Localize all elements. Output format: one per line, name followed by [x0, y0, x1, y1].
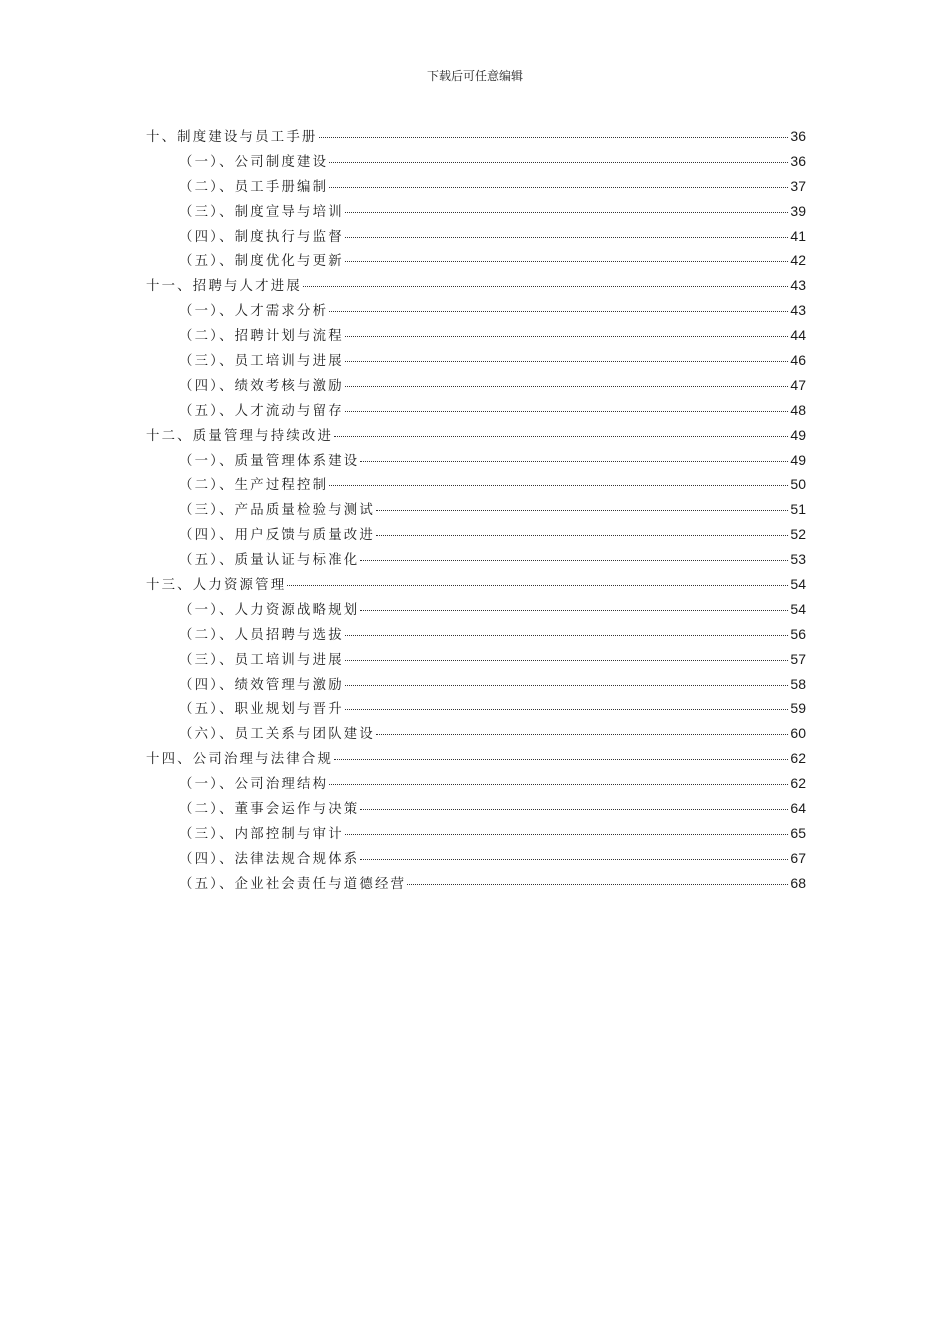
- toc-entry-label: （一）、公司制度建设: [179, 154, 329, 170]
- toc-entry-label: （三）、内部控制与审计: [179, 826, 344, 842]
- toc-section-entry[interactable]: [146, 624, 806, 649]
- toc-page-number: 57: [790, 650, 806, 667]
- toc-entry-label: （三）、员工培训与进展: [179, 354, 344, 370]
- toc-page-number: 65: [790, 824, 806, 841]
- toc-section-entry[interactable]: [146, 848, 806, 873]
- toc-entry-label: （一）、人力资源战略规划: [179, 602, 360, 618]
- toc-page-number: 58: [790, 675, 806, 692]
- toc-section-entry[interactable]: [146, 400, 806, 425]
- toc-entry-label: （三）、员工培训与进展: [179, 652, 344, 668]
- toc-page-number: 53: [790, 551, 806, 568]
- toc-section-entry[interactable]: [146, 350, 806, 375]
- toc-page-number: 60: [790, 725, 806, 742]
- toc-entry-label: 十二、质量管理与持续改进: [146, 428, 334, 444]
- toc-entry-label: （五）、企业社会责任与道德经营: [179, 876, 407, 892]
- toc-page-number: 41: [790, 227, 806, 244]
- toc-section-entry[interactable]: [146, 674, 806, 699]
- toc-dot-leader: [334, 436, 788, 437]
- toc-dot-leader: [345, 411, 789, 412]
- toc-entry-label: 十一、招聘与人才进展: [146, 279, 302, 295]
- toc-section-entry[interactable]: [146, 250, 806, 275]
- toc-chapter-entry[interactable]: [146, 126, 806, 151]
- toc-section-entry[interactable]: [146, 549, 806, 574]
- toc-section-entry[interactable]: [146, 450, 806, 475]
- toc-section-entry[interactable]: [146, 226, 806, 251]
- toc-dot-leader: [360, 461, 788, 462]
- toc-dot-leader: [407, 884, 788, 885]
- toc-entry-label: （三）、制度宣导与培训: [179, 204, 344, 220]
- toc-page-number: 51: [790, 501, 806, 518]
- toc-dot-leader: [376, 535, 788, 536]
- toc-page-number: 42: [790, 252, 806, 269]
- toc-section-entry[interactable]: [146, 873, 806, 898]
- toc-section-entry[interactable]: [146, 325, 806, 350]
- toc-page-number: 36: [790, 152, 806, 169]
- toc-section-entry[interactable]: [146, 773, 806, 798]
- toc-entry-label: （二）、招聘计划与流程: [179, 329, 344, 345]
- toc-dot-leader: [360, 859, 788, 860]
- toc-section-entry[interactable]: [146, 823, 806, 848]
- toc-dot-leader: [345, 685, 789, 686]
- toc-dot-leader: [360, 610, 788, 611]
- toc-chapter-entry[interactable]: [146, 425, 806, 450]
- toc-dot-leader: [334, 759, 788, 760]
- toc-dot-leader: [329, 311, 788, 312]
- toc-chapter-entry[interactable]: [146, 748, 806, 773]
- toc-entry-label: （五）、职业规划与晋升: [179, 702, 344, 718]
- toc-entry-label: （五）、人才流动与留存: [179, 403, 344, 419]
- toc-page-number: 44: [790, 327, 806, 344]
- toc-dot-leader: [345, 635, 789, 636]
- toc-section-entry[interactable]: [146, 798, 806, 823]
- toc-dot-leader: [319, 137, 789, 138]
- toc-dot-leader: [345, 336, 789, 337]
- toc-dot-leader: [345, 212, 789, 213]
- toc-page-number: 68: [790, 874, 806, 891]
- toc-dot-leader: [345, 386, 789, 387]
- toc-section-entry[interactable]: [146, 176, 806, 201]
- toc-section-entry[interactable]: [146, 300, 806, 325]
- toc-entry-label: （四）、法律法规合规体系: [179, 851, 360, 867]
- toc-entry-label: （二）、员工手册编制: [179, 179, 329, 195]
- toc-section-entry[interactable]: [146, 474, 806, 499]
- toc-page-number: 49: [790, 426, 806, 443]
- toc-page-number: 37: [790, 177, 806, 194]
- toc-page-number: 59: [790, 700, 806, 717]
- toc-dot-leader: [345, 361, 789, 362]
- table-of-contents: [146, 126, 806, 898]
- toc-page-number: 48: [790, 401, 806, 418]
- toc-dot-leader: [329, 162, 788, 163]
- toc-entry-label: （四）、绩效考核与激励: [179, 378, 344, 394]
- toc-dot-leader: [376, 734, 788, 735]
- toc-dot-leader: [287, 585, 788, 586]
- toc-section-entry[interactable]: [146, 375, 806, 400]
- toc-entry-label: （一）、人才需求分析: [179, 304, 329, 320]
- toc-page-number: 52: [790, 526, 806, 543]
- toc-dot-leader: [360, 560, 788, 561]
- toc-dot-leader: [345, 660, 789, 661]
- toc-entry-label: （一）、公司治理结构: [179, 777, 329, 793]
- toc-page-number: 62: [790, 750, 806, 767]
- toc-dot-leader: [303, 286, 789, 287]
- toc-page-number: 39: [790, 202, 806, 219]
- toc-dot-leader: [345, 709, 789, 710]
- toc-entry-label: （六）、员工关系与团队建设: [179, 727, 375, 743]
- toc-page-number: 54: [790, 600, 806, 617]
- toc-entry-label: 十三、人力资源管理: [146, 578, 287, 594]
- toc-section-entry[interactable]: [146, 698, 806, 723]
- toc-page-number: 47: [790, 376, 806, 393]
- toc-page-number: 56: [790, 625, 806, 642]
- toc-page-number: 62: [790, 775, 806, 792]
- toc-entry-label: 十、制度建设与员工手册: [146, 130, 318, 145]
- toc-page-number: 54: [790, 576, 806, 593]
- toc-page-number: 43: [790, 302, 806, 319]
- toc-entry-label: （四）、制度执行与监督: [179, 229, 344, 245]
- toc-page-number: 67: [790, 849, 806, 866]
- toc-entry-label: （二）、董事会运作与决策: [179, 802, 360, 818]
- toc-dot-leader: [360, 809, 788, 810]
- toc-chapter-entry[interactable]: [146, 574, 806, 599]
- toc-section-entry[interactable]: [146, 599, 806, 624]
- toc-section-entry[interactable]: [146, 649, 806, 674]
- toc-entry-label: （一）、质量管理体系建设: [179, 453, 360, 469]
- toc-entry-label: （四）、绩效管理与激励: [179, 677, 344, 693]
- toc-entry-label: （五）、质量认证与标准化: [179, 553, 360, 569]
- toc-section-entry[interactable]: [146, 201, 806, 226]
- toc-chapter-entry[interactable]: [146, 275, 806, 300]
- toc-section-entry[interactable]: [146, 499, 806, 524]
- toc-section-entry[interactable]: [146, 524, 806, 549]
- toc-section-entry[interactable]: [146, 151, 806, 176]
- toc-dot-leader: [376, 510, 788, 511]
- toc-dot-leader: [329, 784, 788, 785]
- toc-dot-leader: [345, 834, 789, 835]
- toc-page-number: 49: [790, 451, 806, 468]
- toc-page-number: 50: [790, 476, 806, 493]
- toc-page-number: 46: [790, 352, 806, 369]
- toc-dot-leader: [329, 485, 788, 486]
- toc-entry-label: （三）、产品质量检验与测试: [179, 503, 375, 519]
- toc-page-number: 36: [790, 128, 806, 144]
- toc-entry-label: （二）、人员招聘与选拔: [179, 627, 344, 643]
- toc-entry-label: （二）、生产过程控制: [179, 478, 329, 494]
- toc-section-entry[interactable]: [146, 723, 806, 748]
- toc-dot-leader: [345, 237, 789, 238]
- toc-page-number: 43: [790, 277, 806, 294]
- header-note: 下载后可任意编辑: [426, 69, 523, 83]
- toc-dot-leader: [329, 187, 788, 188]
- toc-entry-label: （四）、用户反馈与质量改进: [179, 528, 375, 544]
- toc-entry-label: （五）、制度优化与更新: [179, 254, 344, 270]
- toc-page-number: 64: [790, 800, 806, 817]
- toc-entry-label: 十四、公司治理与法律合规: [146, 752, 334, 768]
- toc-dot-leader: [345, 261, 789, 262]
